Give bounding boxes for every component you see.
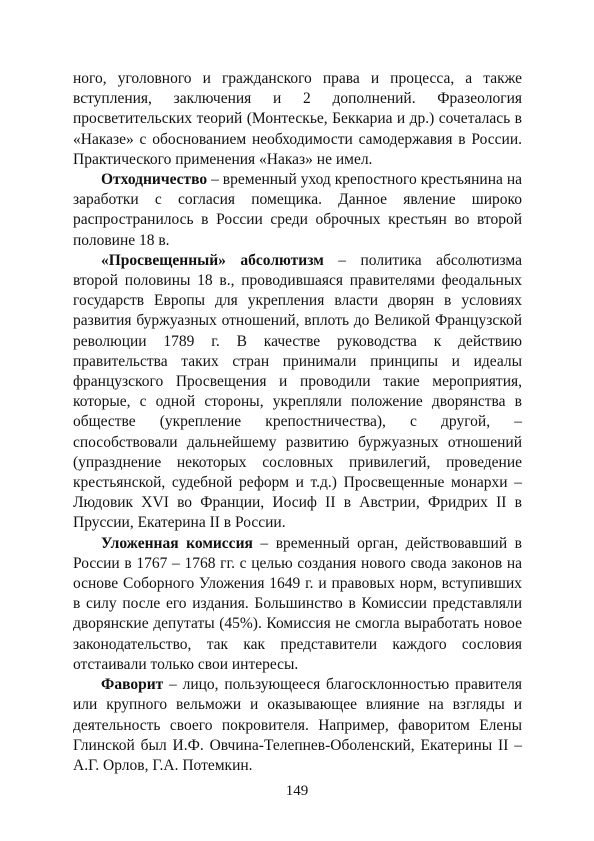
- entry-term: Фаворит: [101, 676, 164, 694]
- page-body: [73, 69, 522, 776]
- entry-term: Отходничество: [101, 171, 208, 189]
- entry-legislative-commission: [73, 534, 522, 675]
- entry-definition: – политика абсолютизма второй половины 18 в., проводившаяся правителями феодальных государств Европы для укрепления власти дворян в условиях развития буржуазных отношений, вплоть до Великой Французской революции 1789 г. В качестве руководства к действию правительства таких стран принимали принципы и идеалы французского Просвещения и проводили такие мероприятия, которые, с одной стороны, укрепляли положение дворянства в обществе (укрепление крепостничества), с другой, – способствовали дальнейшему развитию буржуазных отношений (упразднение некоторых сословных привилегий, проведение крестьянской, судебной реформ и т.д.) Просвещенные монархи – Людовик XVI во Франции, Иосиф II в Австрии, Фридрих II в Пруссии, Екатерина II в России.: [73, 251, 522, 532]
- entry-otkhodnichestvo: [73, 170, 522, 251]
- entry-definition: – лицо, пользующееся благосклонностью правителя или крупного вельможи и оказывающее влияние на взгляды и деятельность своего покровителя. Например, фаворитом Елены Глинской был И.Ф. Овчина-Телепнев-Оболенский, Екатерины II – А.Г. Орлов, Г.А. Потемкин.: [73, 676, 522, 774]
- continuation-paragraph: ного, уголовного и гражданского права и процесса, а также вступления, заключения и 2 дополнений. Фразеология просветительских теорий (Монтескье, Беккариа и др.) сочеталась в «Наказе» с обоснованием необходимости самодержавия в России. Практического применения «Наказ» не имел.: [73, 70, 522, 168]
- entry-favorite: [73, 675, 522, 776]
- entry-definition: – временный уход крепостного крестьянина на заработки с согласия помещика. Данное явление широко распространилось в России среди оброчных крестьян во второй половине 18 в.: [73, 171, 522, 249]
- entry-definition: – временный орган, действовавший в России в 1767 – 1768 гг. с целью создания нового свода законов на основе Соборного Уложения 1649 г. и правовых норм, вступивших в силу после его издания. Большинство в Комиссии представляли дворянские депутаты (45%). Комиссия не смогла выработать новое законодательство, так как представители каждого сословия отстаивали только свои интересы.: [73, 534, 522, 673]
- entry-term: Уложенная комиссия: [101, 534, 253, 552]
- entry-enlightened-absolutism: [73, 251, 522, 534]
- page-number: 149: [285, 783, 309, 799]
- entry-term: «Просвещенный» абсолютизм: [101, 251, 324, 269]
